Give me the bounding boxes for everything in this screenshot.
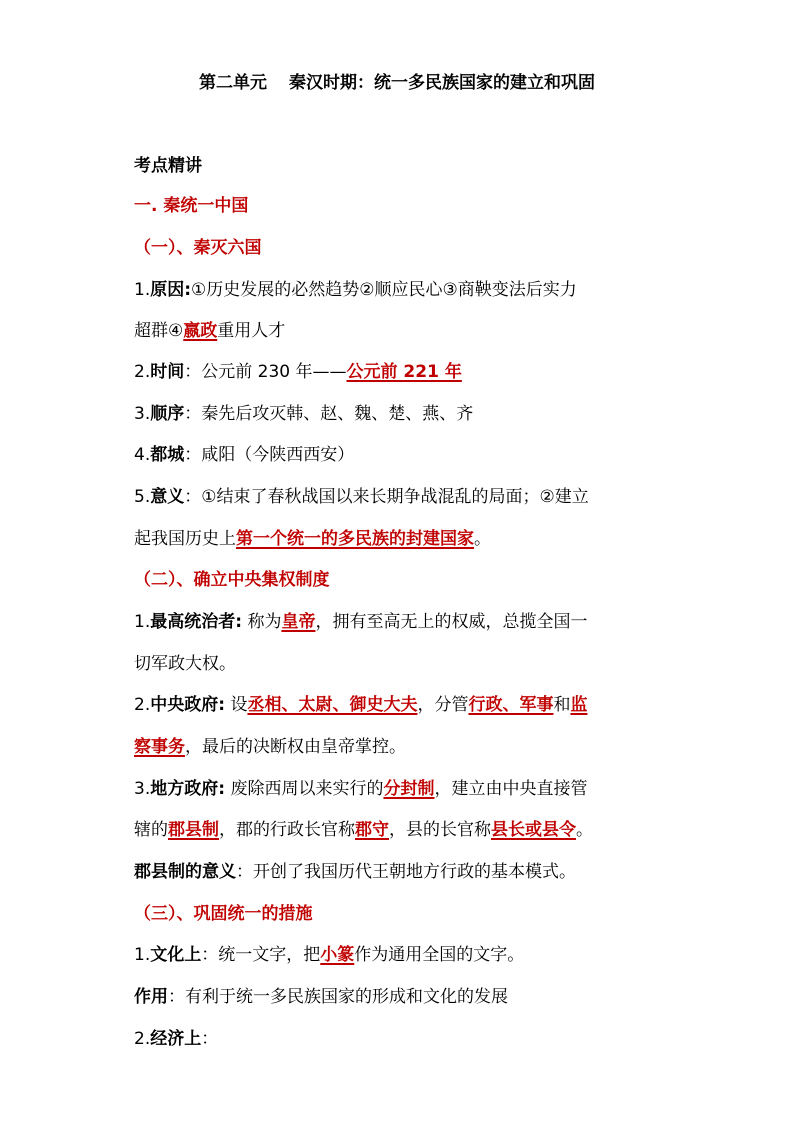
text-run: 1. (134, 280, 151, 300)
paragraph-reason-line1 (134, 278, 577, 302)
text-run: ，建立由中央直接管 (434, 779, 588, 799)
text-run: ： (201, 1029, 219, 1049)
text-run: ①历史发展的必然趋势②顺应民心③商鞅变法后实力 (191, 280, 577, 300)
text-run: 作为通用全国的文字。 (354, 945, 525, 965)
text-run: 5. (134, 487, 151, 507)
subheading-3: （三）、巩固统一的措施 (134, 904, 313, 924)
text-run: 2. (134, 362, 151, 382)
paragraph-ruler-line2: 切军政大权。 (134, 654, 236, 674)
text-run: 地方政府: (150, 779, 226, 799)
paragraph-capital (134, 443, 354, 467)
paragraph-significance-line1 (134, 485, 589, 509)
text-run: 超群④ (134, 321, 184, 341)
document-title (0, 71, 794, 95)
keyword: 郡守 (355, 820, 389, 840)
paragraph-significance-line2 (134, 527, 491, 551)
text-run: 。 (576, 820, 593, 840)
text-run: ：有利于统一多民族国家的形成和文化的发展 (168, 987, 508, 1007)
text-run: 1. (134, 945, 151, 965)
keyword: 察事务 (134, 737, 185, 757)
paragraph-central-line1 (134, 693, 587, 717)
text-run: ，县的长官称 (389, 820, 491, 840)
text-run: 起我国历史上 (134, 529, 236, 549)
keyword: 县长或县令 (491, 820, 576, 840)
text-run: 废除西周以来实行的 (225, 779, 384, 799)
keyword: 分封制 (383, 779, 435, 799)
text-run: ，拥有至高无上的权威，总揽全国一 (315, 612, 588, 632)
heading-1: 一. 秦统一中国 (134, 196, 249, 216)
text-run: 3. (134, 404, 151, 424)
text-run: ：公元前 230 年—— (184, 362, 347, 382)
text-run: ，分管 (417, 695, 469, 715)
text-run: 都城 (150, 445, 185, 465)
paragraph-time (134, 360, 462, 384)
text-run: 重用人才 (217, 321, 286, 341)
paragraph-order (134, 402, 473, 426)
text-run: 文化上 (150, 945, 202, 965)
subheading-2: （二）、确立中央集权制度 (134, 570, 330, 590)
text-run: 。 (474, 529, 491, 549)
keyword: 小篆 (320, 945, 355, 965)
paragraph-local-line1 (134, 777, 587, 801)
text-run: 原因: (150, 280, 192, 300)
text-run: ，郡的行政长官称 (219, 820, 355, 840)
text-run: 时间 (150, 362, 185, 382)
unit-topic: 秦汉时期：统一多民族国家的建立和巩固 (289, 73, 595, 93)
text-run: 最高统治者: (150, 612, 243, 632)
keyword: 郡县制 (168, 820, 219, 840)
text-run: 设 (225, 695, 248, 715)
text-run: ：统一文字，把 (201, 945, 321, 965)
text-run: 辖的 (134, 820, 168, 840)
text-run: 2. (134, 695, 151, 715)
text-run: 3. (134, 779, 151, 799)
text-run: 4. (134, 445, 151, 465)
text-run: ：秦先后攻灭韩、赵、魏、楚、燕、齐 (184, 404, 474, 424)
text-run: 1. (134, 612, 151, 632)
paragraph-ruler-line1 (134, 610, 587, 634)
text-run: ：①结束了春秋战国以来长期争战混乱的局面；②建立 (184, 487, 589, 507)
keyword: 公元前 221 年 (346, 362, 462, 382)
paragraph-culture (134, 943, 524, 967)
keyword: 嬴政 (183, 321, 218, 341)
subheading-1: （一）、秦灭六国 (134, 238, 262, 258)
text-run: 称为 (242, 612, 282, 632)
text-run: 和 (553, 695, 571, 715)
text-run: ，最后的决断权由皇帝掌控。 (185, 737, 406, 757)
paragraph-effect (134, 985, 508, 1009)
text-run: 作用 (134, 987, 168, 1007)
keyword: 皇帝 (281, 612, 316, 632)
paragraph-central-line2 (134, 735, 406, 759)
text-run: 中央政府: (150, 695, 226, 715)
unit-label: 第二单元 (199, 73, 267, 93)
keyword: 监 (570, 695, 588, 715)
text-run: 顺序 (150, 404, 185, 424)
text-run: 2. (134, 1029, 151, 1049)
keyword: 丞相、太尉、御史大夫 (247, 695, 418, 715)
text-run: 意义 (150, 487, 185, 507)
text-run: ：咸阳（今陕西西安） (184, 445, 355, 465)
paragraph-economy (134, 1027, 218, 1051)
keyword: 行政、军事 (468, 695, 554, 715)
section-label: 考点精讲 (134, 156, 202, 176)
text-run: ：开创了我国历代王朝地方行政的基本模式。 (236, 862, 576, 882)
paragraph-local-line2 (134, 818, 593, 842)
text-run: 郡县制的意义 (134, 862, 236, 882)
paragraph-reason-line2 (134, 319, 285, 343)
keyword: 第一个统一的多民族的封建国家 (236, 529, 474, 549)
text-run: 经济上 (150, 1029, 202, 1049)
paragraph-prefecture-meaning (134, 860, 576, 884)
